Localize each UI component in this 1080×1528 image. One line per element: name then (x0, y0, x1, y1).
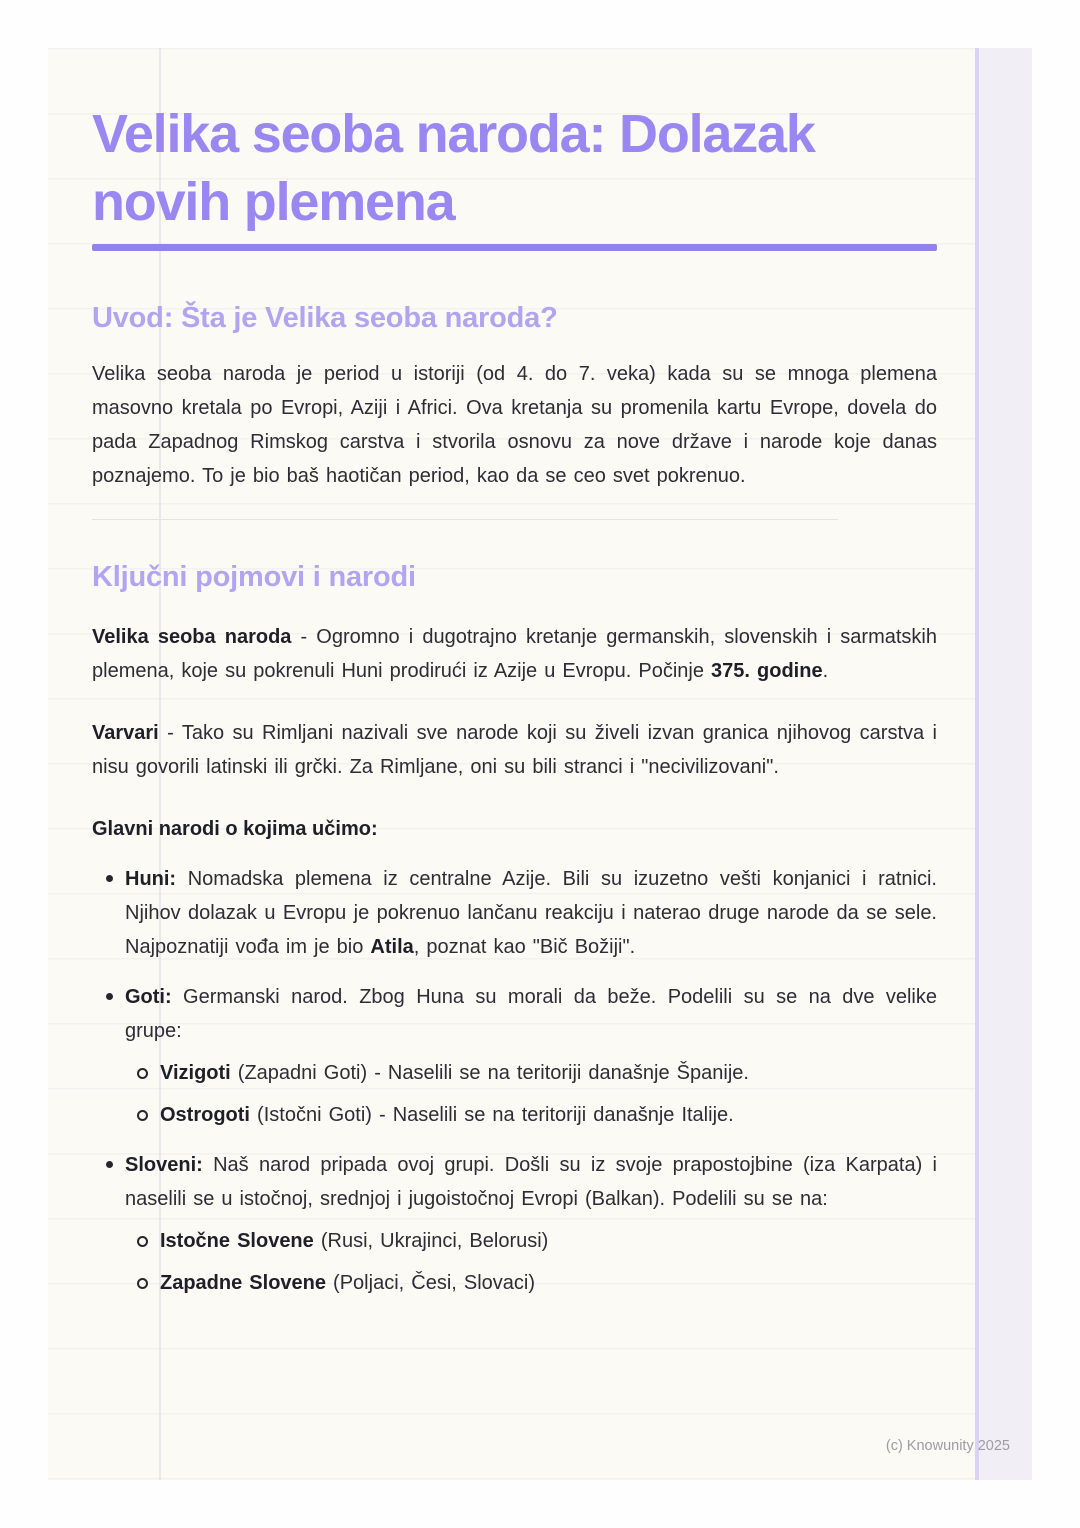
definition-velika-seoba (92, 620, 937, 688)
text-run: . (822, 660, 829, 682)
bullet-icon (106, 875, 113, 882)
text-run: Naš narod pripada ovoj grupi. Došli su iz svoje prapostojbine (iza Karpata) i naselili se u istočnoj, srednjoj i jugoistočnoj Evropi (Balkan). Podelili su se na: (125, 1154, 937, 1210)
text-run: (Rusi, Ukrajinci, Belorusi) (313, 1230, 549, 1252)
circle-bullet-icon (137, 1278, 148, 1289)
list-item (125, 980, 937, 1132)
sub-list-item (160, 1266, 937, 1300)
text-run: (Poljaci, Česi, Slovaci) (326, 1272, 536, 1294)
text-run: (Zapadni Goti) - Naselili se na teritoriji današnje Španije. (230, 1062, 749, 1084)
bold-text-run: Varvari (92, 722, 159, 744)
list-item-text (125, 980, 937, 1048)
sub-list (125, 1056, 937, 1132)
sub-list-item (160, 1098, 937, 1132)
list-item (125, 862, 937, 964)
section-divider (92, 519, 838, 520)
definition-varvari (92, 716, 937, 784)
bullet-icon (106, 993, 113, 1000)
bold-text-run: Vizigoti (160, 1062, 231, 1084)
bold-text-run: Istočne Slovene (160, 1230, 314, 1252)
section-heading-uvod: Uvod: Šta je Velika seoba naroda? (92, 302, 558, 334)
sub-list-item (160, 1056, 937, 1090)
sub-list-item-text (160, 1098, 937, 1132)
bold-text-run: Velika seoba naroda (92, 626, 292, 648)
circle-bullet-icon (137, 1110, 148, 1121)
bold-text-run: 375. godine (711, 660, 823, 682)
circle-bullet-icon (137, 1236, 148, 1247)
text-run: - Tako su Rimljani nazivali sve narode koji su živeli izvan granica njihovog carstva i nisu govorili latinski ili grčki. Za Rimljane, oni su bili stranci i "necivilizovani". (92, 722, 937, 778)
bullet-icon (106, 1161, 113, 1168)
text-run: (Istočni Goti) - Naselili se na teritoriji današnje Italije. (250, 1104, 734, 1126)
text-run: Nomadska plemena iz centralne Azije. Bili su izuzetno vešti konjanici i ratnici. Njihov dolazak u Evropu je pokrenuo lančanu reakciju i naterao druge narode da se sele. Najpoznatiji vođa im je bio (125, 868, 937, 958)
title-underline (92, 244, 937, 251)
bold-text-run: Sloveni: (125, 1154, 203, 1176)
text-run: - Ogromno i dugotrajno kretanje germanskih, slovenskih i sarmatskih plemena, koje su pokrenuli Huni prodirući iz Azije u Evropu. Počinje (92, 626, 937, 682)
section-heading-kljucni-pojmovi: Ključni pojmovi i narodi (92, 561, 416, 593)
peoples-list (92, 862, 937, 1300)
circle-bullet-icon (137, 1068, 148, 1079)
sub-list-item (160, 1224, 937, 1258)
copyright-watermark: (c) Knowunity 2025 (885, 1438, 1010, 1454)
document-content (48, 100, 975, 1300)
text-run: , poznat kao "Bič Božiji". (413, 936, 636, 958)
sub-list-item-text (160, 1056, 937, 1090)
bold-text-run: Goti: (125, 986, 172, 1008)
page-edge-strip (975, 48, 1032, 1480)
list-item-text (125, 862, 937, 964)
list-item (125, 1148, 937, 1300)
sub-list-item-text (160, 1266, 937, 1300)
text-run: Germanski narod. Zbog Huna su morali da beže. Podelili su se na dve velike grupe: (125, 986, 937, 1042)
bold-text-run: Atila (370, 936, 414, 958)
sub-list-item-text (160, 1224, 937, 1258)
page-title (92, 100, 937, 236)
page-title-line-1: Velika seoba naroda: Dolazak (92, 104, 815, 164)
page-title-line-2: novih plemena (92, 172, 455, 232)
sub-list (125, 1224, 937, 1300)
list-intro: Glavni narodi o kojima učimo: (92, 818, 378, 840)
bold-text-run: Zapadne Slovene (160, 1272, 326, 1294)
bold-text-run: Huni: (125, 868, 177, 890)
bold-text-run: Ostrogoti (160, 1104, 250, 1126)
intro-paragraph: Velika seoba naroda je period u istoriji (od 4. do 7. veka) kada su se mnoga plemena masovno kretala po Evropi, Aziji i Africi. Ova kretanja su promenila kartu Evrope, dovela do pada Zapadnog Rimskog carstva i stvorila osnovu za nove države i narode koje danas poznajemo. To je bio baš haotičan period, kao da se ceo svet pokrenuo. (92, 363, 937, 487)
list-item-text (125, 1148, 937, 1216)
notebook-sheet (48, 48, 975, 1480)
